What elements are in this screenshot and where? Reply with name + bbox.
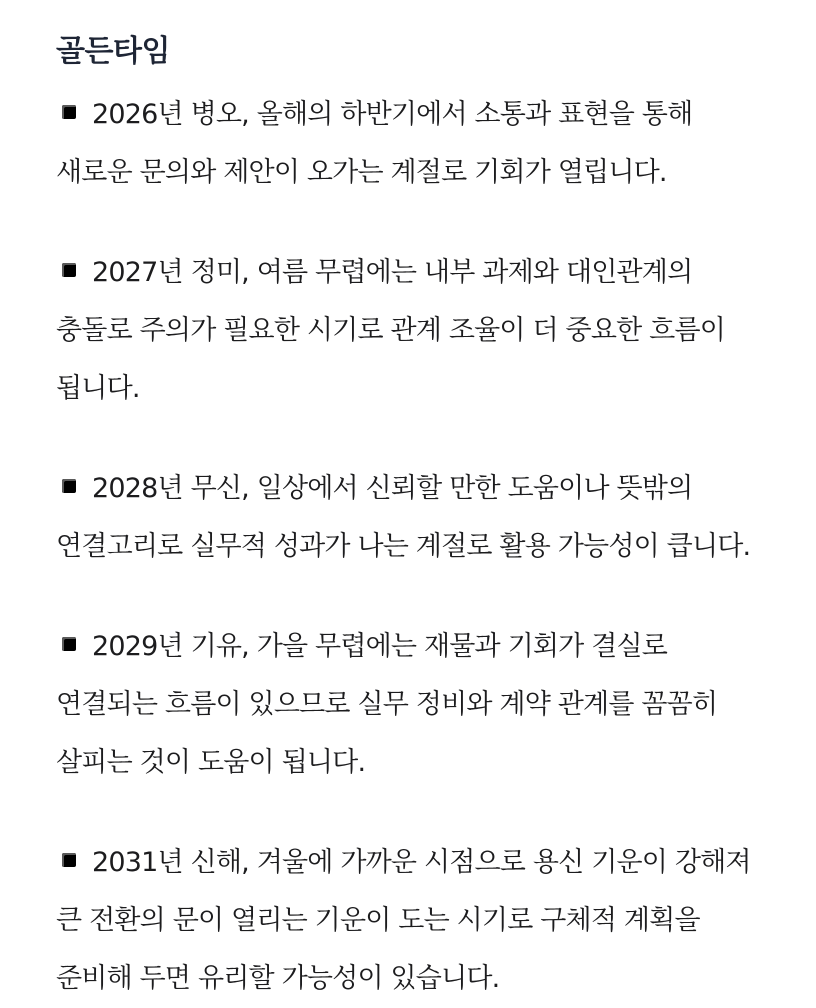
list-item-text: 2026년 병오, 올해의 하반기에서 소통과 표현을 통해 새로운 문의와 제안이 오가는 계절로 기회가 열립니다. [56,99,693,188]
section-heading: 골든타임 [56,34,170,69]
list-item [56,460,764,576]
list-item-text: 2028년 무신, 일상에서 신뢰할 만한 도움이나 뜻밖의 연결고리로 실무적 성과가 나는 계절로 활용 가능성이 큽니다. [56,473,751,562]
list-item-text: 2027년 정미, 여름 무렵에는 내부 과제와 대인관계의 충돌로 주의가 필요한 시기로 관계 조율이 더 중요한 흐름이 됩니다. [56,257,726,404]
golden-time-section [56,30,764,1008]
list-item-text: 2029년 기유, 가을 무렵에는 재물과 기회가 결실로 연결되는 흐름이 있으므로 실무 정비와 계약 관계를 꼼꼼히 살피는 것이 도움이 됩니다. [56,631,718,778]
black-square-icon [62,853,76,867]
black-square-icon [62,263,76,277]
list-item [56,834,764,1008]
black-square-icon [62,637,76,651]
black-square-icon [62,105,76,119]
list-item [56,86,764,202]
list-item-text: 2031년 신해, 겨울에 가까운 시점으로 용신 기운이 강해져 큰 전환의 문이 열리는 기운이 도는 시기로 구체적 계획을 준비해 두면 유리할 가능성이 있습니다. [56,847,751,994]
black-square-icon [62,479,76,493]
list-item [56,244,764,418]
list-item [56,618,764,792]
